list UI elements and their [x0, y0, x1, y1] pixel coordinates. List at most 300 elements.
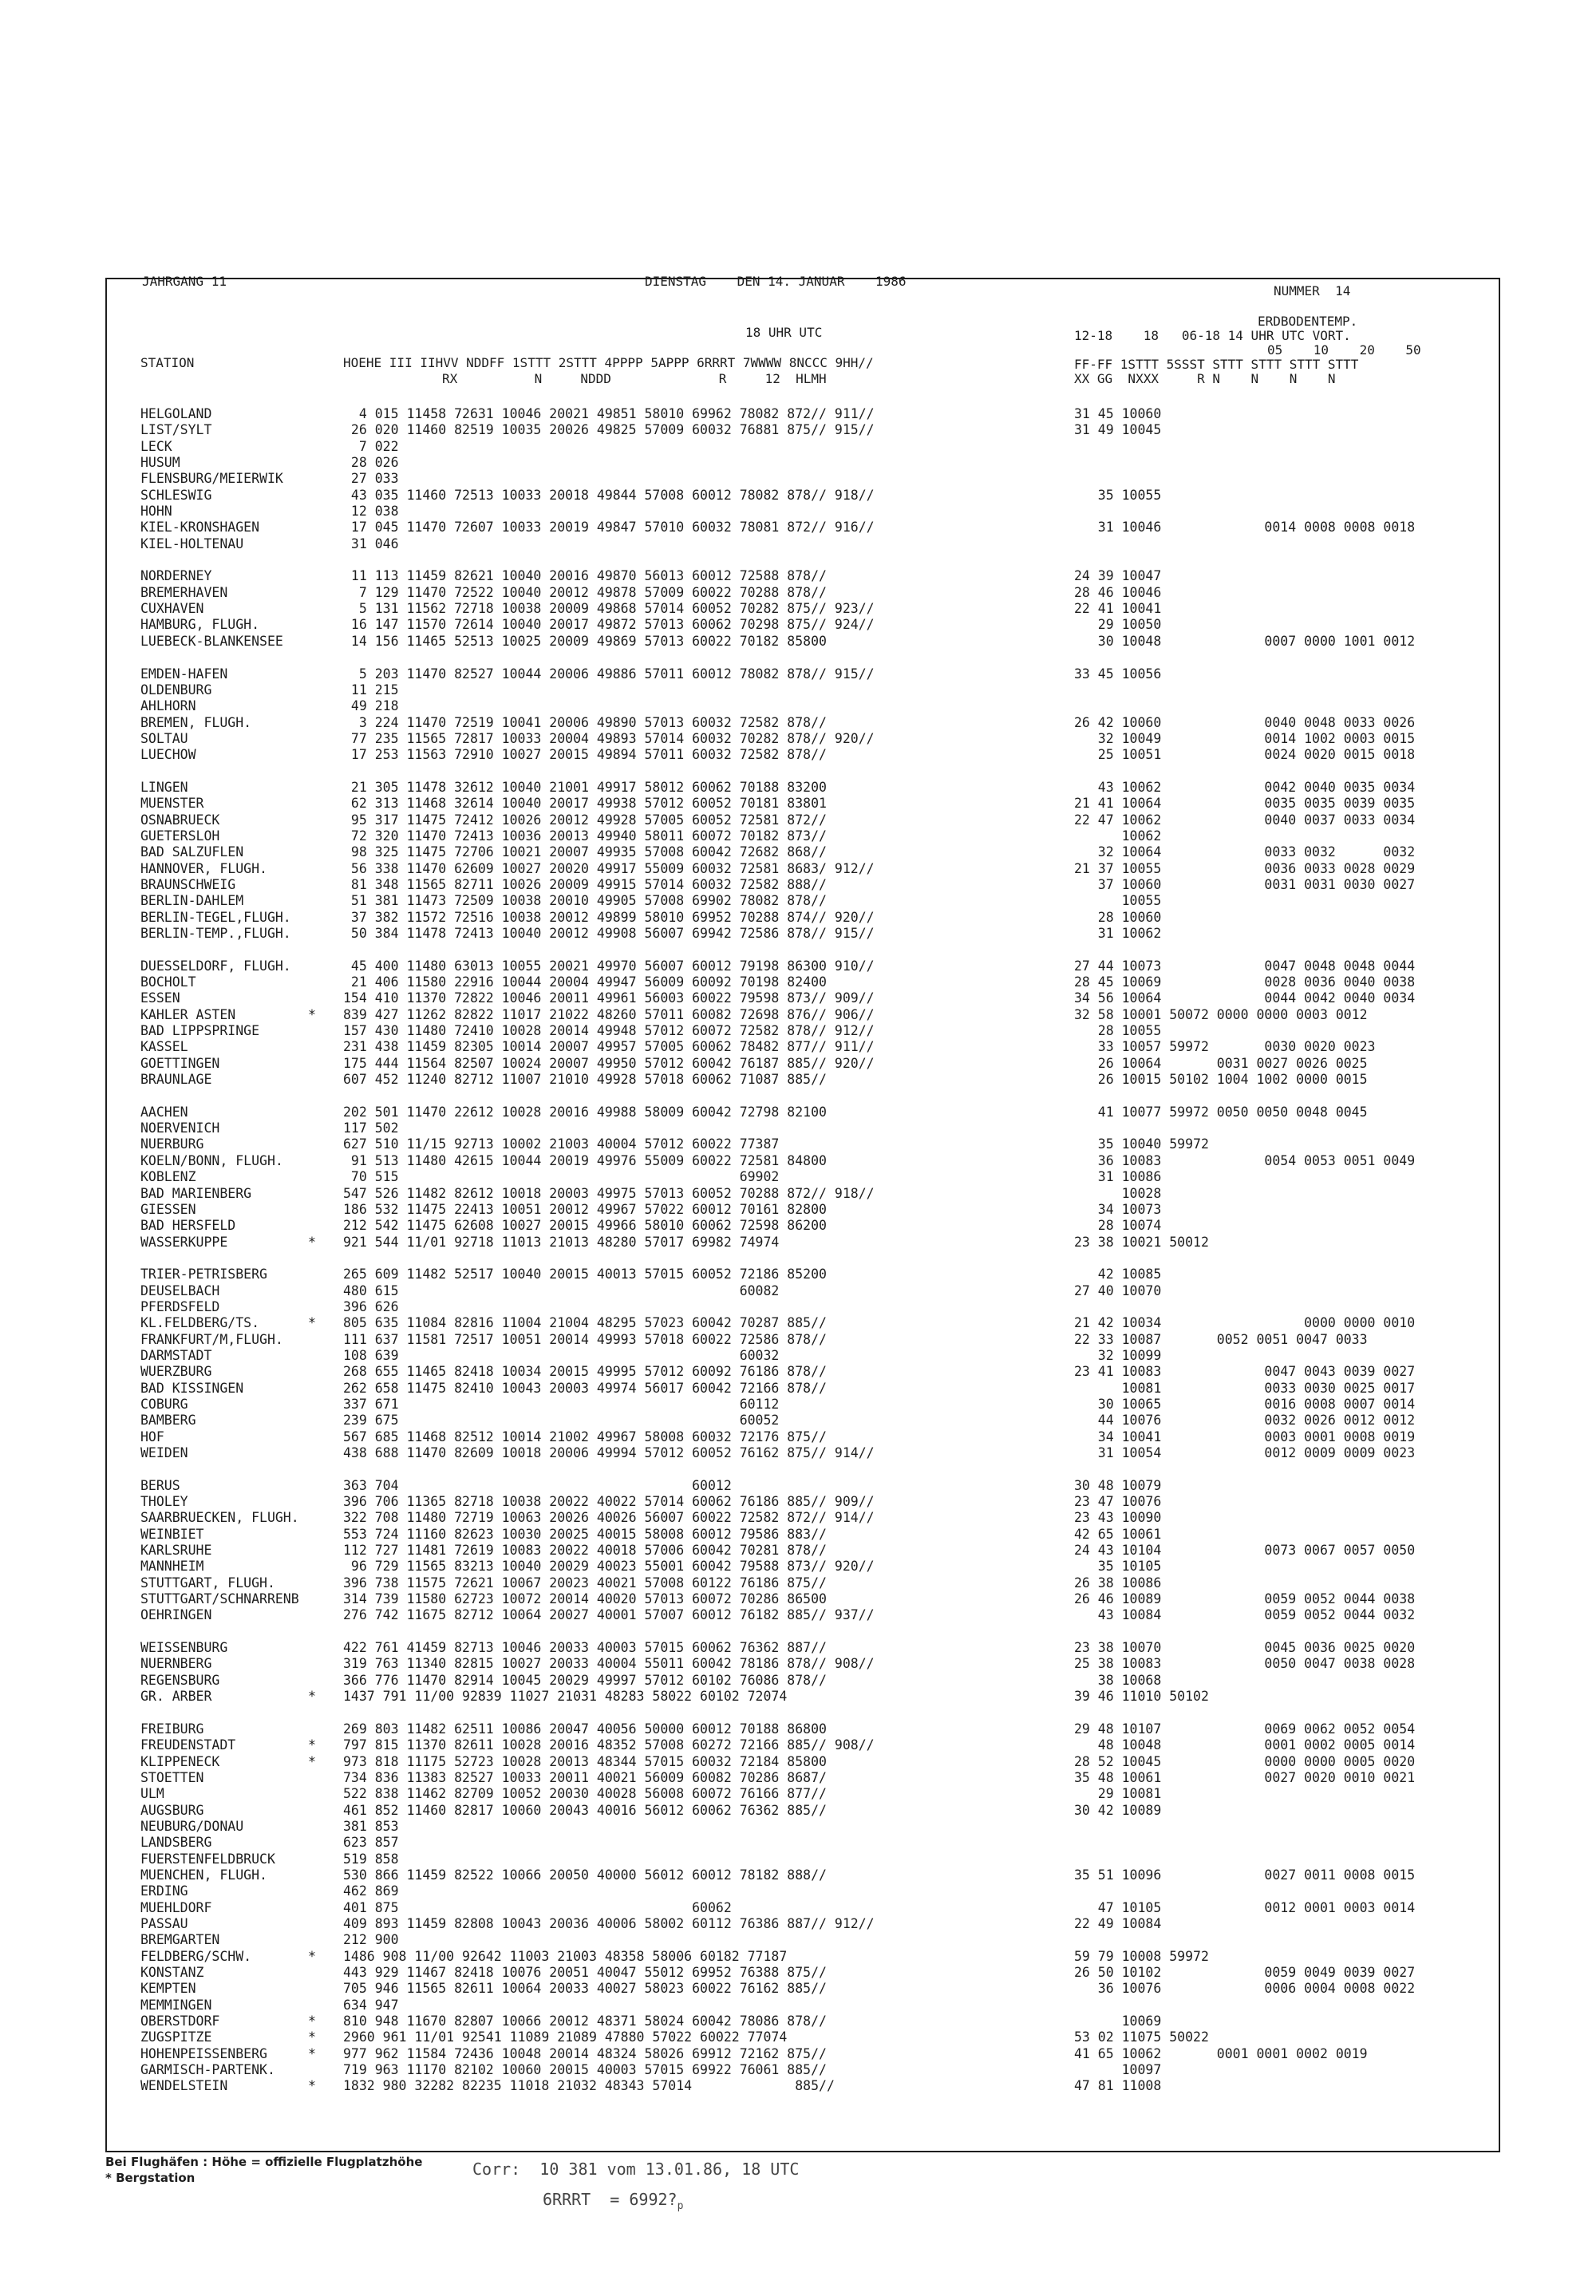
ext-column-header-1: FF-FF 1STTT 5SSST STTT STTT STTT STTT	[1074, 357, 1359, 372]
station-name: MANNHEIM	[140, 1559, 204, 1575]
station-extra-values: 31 45 10060	[1074, 406, 1162, 421]
station-row	[107, 1867, 1499, 1883]
station-values: 112 727 11481 72619 10083 20022 40018 57006 60042 70281 878//	[343, 1543, 827, 1559]
station-extra-values: 31 10062	[1074, 926, 1162, 941]
station-name: BAD SALZUFLEN	[140, 844, 244, 860]
mountain-marker: *	[308, 1689, 316, 1705]
station-extra-values: 10062	[1074, 828, 1162, 844]
station-row	[107, 1169, 1499, 1185]
station-row	[107, 1851, 1499, 1867]
station-row	[107, 1591, 1499, 1607]
station-row	[107, 1186, 1499, 1202]
station-row	[107, 715, 1499, 731]
station-name: BRAUNSCHWEIG	[140, 876, 236, 892]
station-extra-values: 28 10074	[1074, 1218, 1162, 1234]
station-extra-values: 27 44 10073 0047 0048 0048 0044	[1074, 958, 1416, 974]
period-header: 12-18 18 06-18 14 UHR UTC VORT.	[1074, 328, 1351, 343]
station-row	[107, 1039, 1499, 1055]
station-name: LINGEN	[140, 779, 188, 795]
depth-header: 05 10 20 50	[1267, 342, 1421, 358]
station-values: 175 444 11564 82507 10024 20007 49950 57012 60042 76187 885// 920//	[343, 1055, 875, 1071]
ext-column-header-2: XX GG NXXX R N N N N	[1074, 371, 1336, 386]
station-values: 547 526 11482 82612 10018 20003 49975 57013 60052 70288 872// 918//	[343, 1185, 875, 1201]
station-name: OSNABRUECK	[140, 812, 220, 828]
station-name: NOERVENICH	[140, 1120, 220, 1136]
station-row	[107, 1136, 1499, 1152]
station-row	[107, 974, 1499, 990]
station-row	[107, 471, 1499, 487]
station-values: 627 510 11/15 92713 10002 21003 40004 57012 60022 77387	[343, 1136, 780, 1152]
station-values: 231 438 11459 82305 10014 20007 49957 57005 60062 78482 877// 911//	[343, 1039, 875, 1055]
station-row	[107, 780, 1499, 796]
station-row	[107, 1607, 1499, 1623]
station-values: 17 253 11563 72910 10027 20015 49894 57011 60032 72582 878//	[343, 747, 827, 763]
station-extra-values: 28 52 10045 0000 0000 0005 0020	[1074, 1753, 1416, 1769]
mountain-marker: *	[308, 1948, 316, 1964]
station-extra-values: 21 37 10055 0036 0033 0028 0029	[1074, 860, 1416, 876]
station-values: 51 381 11473 72509 10038 20010 49905 57008 69902 78082 878//	[343, 893, 827, 909]
station-row	[107, 1283, 1499, 1299]
station-row	[107, 1235, 1499, 1251]
station-row	[107, 1072, 1499, 1088]
station-row	[107, 536, 1499, 552]
station-name: HAMBURG, FLUGH.	[140, 617, 260, 633]
station-row	[107, 1153, 1499, 1169]
station-row	[107, 1916, 1499, 1932]
station-row	[107, 844, 1499, 860]
station-row	[107, 1705, 1499, 1721]
station-row	[107, 439, 1499, 455]
station-values: 96 729 11565 83213 10040 20029 40023 55001 60042 79588 873// 920//	[343, 1559, 875, 1575]
station-name: ULM	[140, 1786, 164, 1802]
station-row	[107, 1348, 1499, 1364]
station-name: HOHN	[140, 504, 172, 520]
station-extra-values: 30 10048 0007 0000 1001 0012	[1074, 633, 1416, 649]
mountain-marker: *	[308, 1753, 316, 1769]
station-row	[107, 1900, 1499, 1916]
station-name: BERUS	[140, 1477, 180, 1493]
station-extra-values: 31 10086	[1074, 1169, 1162, 1185]
station-name: THOLEY	[140, 1494, 188, 1510]
station-values: 265 609 11482 52517 10040 20015 40013 57015 60052 72186 85200	[343, 1267, 827, 1282]
station-values: 1437 791 11/00 92839 11027 21031 48283 58022 60102 72074	[343, 1689, 788, 1705]
station-values: 72 320 11470 72413 10036 20013 49940 58011 60072 70182 873//	[343, 828, 827, 844]
station-values: 401 875 60062	[343, 1899, 732, 1915]
station-values: 973 818 11175 52723 10028 20013 48344 57015 60032 72184 85800	[343, 1753, 827, 1769]
station-extra-values: 10069	[1074, 2013, 1162, 2029]
station-values: 623 857	[343, 1835, 399, 1851]
mountain-note: * Bergstation	[105, 2171, 196, 2185]
station-extra-values: 26 10064 0031 0027 0026 0025	[1074, 1055, 1368, 1071]
station-row	[107, 764, 1499, 780]
station-values: 530 866 11459 82522 10066 20050 40000 56012 60012 78182 888//	[343, 1867, 827, 1883]
mountain-marker: *	[308, 1234, 316, 1250]
station-values: 45 400 11480 63013 10055 20021 49970 56007 60012 79198 86300 910//	[343, 958, 875, 974]
station-values: 396 706 11365 82718 10038 20022 40022 57014 60062 76186 885// 909//	[343, 1494, 875, 1510]
station-values: 314 739 11580 62723 10072 20014 40020 57013 60072 70286 86500	[343, 1591, 827, 1607]
station-values: 108 639 60032	[343, 1347, 780, 1363]
station-extra-values: 36 10076 0006 0004 0008 0022	[1074, 1981, 1416, 1997]
station-row	[107, 812, 1499, 828]
station-name: KONSTANZ	[140, 1965, 204, 1980]
station-extra-values: 30 48 10079	[1074, 1477, 1162, 1493]
station-row	[107, 1267, 1499, 1282]
station-extra-values: 41 10077 59972 0050 0050 0048 0045	[1074, 1104, 1368, 1120]
station-row	[107, 1056, 1499, 1072]
station-name: WEINBIET	[140, 1526, 204, 1542]
station-name: REGENSBURG	[140, 1672, 220, 1688]
station-extra-values: 23 43 10090	[1074, 1510, 1162, 1526]
station-name: BOCHOLT	[140, 974, 196, 990]
station-name: MUENSTER	[140, 796, 204, 812]
station-row	[107, 796, 1499, 812]
station-values: 462 869	[343, 1883, 399, 1899]
station-name: COBURG	[140, 1396, 188, 1412]
station-values: 363 704 60012	[343, 1477, 732, 1493]
station-name: MEMMINGEN	[140, 1997, 212, 2013]
station-values: 5 203 11470 82527 10044 20006 49886 57011 60012 78082 878// 915//	[343, 666, 875, 682]
station-name: GUETERSLOH	[140, 828, 220, 844]
station-extra-values: 22 33 10087 0052 0051 0047 0033	[1074, 1331, 1368, 1347]
station-values: 212 542 11475 62608 10027 20015 49966 58010 60062 72598 86200	[343, 1218, 827, 1234]
station-values: 117 502	[343, 1120, 399, 1136]
station-extra-values: 47 81 11008	[1074, 2078, 1162, 2094]
station-extra-values: 21 41 10064 0035 0035 0039 0035	[1074, 796, 1416, 812]
station-name: BAD KISSINGEN	[140, 1380, 244, 1396]
station-extra-values: 28 10060	[1074, 909, 1162, 925]
station-extra-values: 26 10015 50102 1004 1002 0000 0015	[1074, 1072, 1368, 1088]
station-row	[107, 1510, 1499, 1526]
station-row	[107, 2062, 1499, 2078]
station-extra-values: 26 38 10086	[1074, 1575, 1162, 1591]
station-extra-values: 39 46 11010 50102	[1074, 1689, 1209, 1705]
station-name: SAARBRUECKEN, FLUGH.	[140, 1510, 299, 1526]
station-extra-values: 42 10085	[1074, 1267, 1162, 1282]
station-values: 797 815 11370 82611 10028 20016 48352 57008 60272 72166 885// 908//	[343, 1737, 875, 1753]
station-name: KIEL-KRONSHAGEN	[140, 520, 260, 535]
station-values: 21 406 11580 22916 10044 20004 49947 56009 60092 70198 82400	[343, 974, 827, 990]
station-values: 461 852 11460 82817 10060 20043 40016 56012 60062 76362 885//	[343, 1802, 827, 1818]
station-name: EMDEN-HAFEN	[140, 666, 228, 682]
station-extra-values: 22 41 10041	[1074, 601, 1162, 617]
station-name: TRIER-PETRISBERG	[140, 1267, 267, 1282]
station-name: FRANKFURT/M,FLUGH.	[140, 1331, 283, 1347]
station-values: 16 147 11570 72614 10040 20017 49872 57013 60062 70298 875// 924//	[343, 617, 875, 633]
station-extra-values: 22 47 10062 0040 0037 0033 0034	[1074, 812, 1416, 828]
station-extra-values: 25 10051 0024 0020 0015 0018	[1074, 747, 1416, 763]
station-name: BERLIN-DAHLEM	[140, 893, 244, 909]
station-values: 43 035 11460 72513 10033 20018 49844 57008 60012 78082 878// 918//	[343, 487, 875, 503]
station-row	[107, 942, 1499, 958]
station-name: NUERNBERG	[140, 1656, 212, 1672]
station-row	[107, 520, 1499, 535]
station-row	[107, 1413, 1499, 1429]
station-extra-values: 29 10081	[1074, 1786, 1162, 1802]
station-name: NORDERNEY	[140, 568, 212, 584]
station-name: NEUBURG/DONAU	[140, 1818, 244, 1834]
station-values: 21 305 11478 32612 10040 21001 49917 58012 60062 70188 83200	[343, 779, 827, 795]
station-extra-values: 47 10105 0012 0001 0003 0014	[1074, 1899, 1416, 1915]
station-row	[107, 488, 1499, 504]
station-name: FLENSBURG/MEIERWIK	[140, 471, 283, 487]
station-extra-values: 24 39 10047	[1074, 568, 1162, 584]
station-row	[107, 1332, 1499, 1348]
station-row	[107, 1981, 1499, 1997]
station-row	[107, 2029, 1499, 2045]
station-name: GR. ARBER	[140, 1689, 212, 1705]
station-values: 14 156 11465 52513 10025 20009 49869 57013 60022 70182 85800	[343, 633, 827, 649]
station-row	[107, 1835, 1499, 1851]
station-values: 5 131 11562 72718 10038 20009 49868 57014 60052 70282 875// 923//	[343, 601, 875, 617]
station-name: ERDING	[140, 1883, 188, 1899]
station-extra-values: 35 10105	[1074, 1559, 1162, 1575]
station-name: BAD MARIENBERG	[140, 1185, 252, 1201]
station-values: 202 501 11470 22612 10028 20016 49988 58009 60042 72798 82100	[343, 1104, 827, 1120]
station-name: BERLIN-TEGEL,FLUGH.	[140, 909, 291, 925]
station-name: KASSEL	[140, 1039, 188, 1055]
station-values: 49 218	[343, 698, 399, 714]
column-header-1: HOEHE III IIHVV NDDFF 1STTT 2STTT 4PPPP 5APPP 6RRRT 7WWWW 8NCCC 9HH//	[343, 355, 874, 370]
station-extra-values: 27 40 10070	[1074, 1282, 1162, 1298]
station-extra-values: 35 10040 59972	[1074, 1136, 1209, 1152]
station-extra-values: 28 10055	[1074, 1023, 1162, 1039]
station-row	[107, 1673, 1499, 1689]
station-row	[107, 1299, 1499, 1315]
station-row	[107, 1120, 1499, 1136]
station-row	[107, 1315, 1499, 1331]
station-row	[107, 893, 1499, 909]
station-name: GOETTINGEN	[140, 1055, 220, 1071]
station-row	[107, 455, 1499, 471]
station-values: 27 033	[343, 471, 399, 487]
station-name: KOELN/BONN, FLUGH.	[140, 1152, 283, 1168]
station-values: 111 637 11581 72517 10051 20014 49993 57018 60022 72586 878//	[343, 1331, 827, 1347]
station-values: 366 776 11470 82914 10045 20029 49997 57012 60102 76086 878//	[343, 1672, 827, 1688]
station-name: LUEBECK-BLANKENSEE	[140, 633, 283, 649]
mountain-marker: *	[308, 1315, 316, 1331]
station-values: 422 761 41459 82713 10046 20033 40003 57015 60062 76362 887//	[343, 1640, 827, 1656]
station-values: 50 384 11478 72413 10040 20012 49908 56007 69942 72586 878// 915//	[343, 926, 875, 941]
station-name: BRAUNLAGE	[140, 1072, 212, 1088]
station-row	[107, 698, 1499, 714]
station-extra-values: 32 10049 0014 1002 0003 0015	[1074, 730, 1416, 746]
station-row	[107, 666, 1499, 682]
station-row	[107, 504, 1499, 520]
station-extra-values: 34 10041 0003 0001 0008 0019	[1074, 1429, 1416, 1444]
station-name: BREMERHAVEN	[140, 584, 228, 600]
station-extra-values: 32 10064 0033 0032 0032	[1074, 844, 1416, 860]
station-values: 921 544 11/01 92718 11013 21013 48280 57017 69982 74974	[343, 1234, 780, 1250]
station-values: 719 963 11170 82102 10060 20015 40003 57015 69922 76061 885//	[343, 2062, 827, 2078]
station-name: HUSUM	[140, 455, 180, 471]
station-extra-values: 53 02 11075 50022	[1074, 2029, 1209, 2045]
station-extra-values: 32 58 10001 50072 0000 0000 0003 0012	[1074, 1006, 1368, 1022]
station-values: 810 948 11670 82807 10066 20012 48371 58024 60042 78086 878//	[343, 2013, 827, 2029]
station-row	[107, 1461, 1499, 1477]
station-name: OLDENBURG	[140, 682, 212, 697]
station-name: KARLSRUHE	[140, 1543, 212, 1559]
station-values: 7 129 11470 72522 10040 20012 49878 57009 60022 70288 878//	[343, 584, 827, 600]
station-values: 409 893 11459 82808 10043 20036 40006 58002 60112 76386 887// 912//	[343, 1915, 875, 1931]
station-name: GIESSEN	[140, 1201, 196, 1217]
station-name: LUECHOW	[140, 747, 196, 763]
station-row	[107, 1770, 1499, 1786]
station-name: AHLHORN	[140, 698, 196, 714]
station-extra-values: 30 42 10089	[1074, 1802, 1162, 1818]
station-values: 262 658 11475 82410 10043 20003 49974 56017 60042 72166 878//	[343, 1380, 827, 1396]
station-extra-values: 10028	[1074, 1185, 1162, 1201]
correction-text: 6RRRT = 6992?	[543, 2190, 678, 2209]
station-extra-values: 33 10057 59972 0030 0020 0023	[1074, 1039, 1376, 1055]
station-values: 553 724 11160 82623 10030 20025 40015 58008 60012 79586 883//	[343, 1526, 827, 1542]
station-values: 381 853	[343, 1818, 399, 1834]
airport-note: Bei Flughäfen : Höhe = offizielle Flugplatzhöhe	[105, 2155, 423, 2169]
station-extra-values: 23 41 10083 0047 0043 0039 0027	[1074, 1364, 1416, 1380]
station-values: 1486 908 11/00 92642 11003 21003 48358 58006 60182 77187	[343, 1948, 788, 1964]
station-values: 607 452 11240 82712 11007 21010 49928 57018 60062 71087 885//	[343, 1072, 827, 1088]
station-values: 77 235 11565 72817 10033 20004 49893 57014 60032 70282 878// 920//	[343, 730, 875, 746]
station-row	[107, 1737, 1499, 1753]
station-values: 157 430 11480 72410 10028 20014 49948 57012 60072 72582 878// 912//	[343, 1023, 875, 1039]
station-name: AUGSBURG	[140, 1802, 204, 1818]
station-row	[107, 1218, 1499, 1234]
station-values: 12 038	[343, 504, 399, 520]
station-values: 396 738 11575 72621 10067 20023 40021 57008 60122 76186 875//	[343, 1575, 827, 1591]
station-row	[107, 1364, 1499, 1380]
station-extra-values: 26 46 10089 0059 0052 0044 0038	[1074, 1591, 1416, 1607]
station-values: 154 410 11370 72822 10046 20011 49961 56003 60022 79598 873// 909//	[343, 990, 875, 1006]
station-name: HELGOLAND	[140, 406, 212, 421]
station-name: WEISSENBURG	[140, 1640, 228, 1656]
station-extra-values: 33 45 10056	[1074, 666, 1162, 682]
station-extra-values: 23 38 10070 0045 0036 0025 0020	[1074, 1640, 1416, 1656]
station-extra-values: 35 48 10061 0027 0020 0010 0021	[1074, 1769, 1416, 1785]
correction-subscript: p	[677, 2200, 684, 2212]
station-row	[107, 1007, 1499, 1023]
station-row	[107, 650, 1499, 666]
station-row	[107, 1640, 1499, 1656]
station-row	[107, 1689, 1499, 1705]
station-values: 81 348 11565 82711 10026 20009 49915 57014 60032 72582 888//	[343, 876, 827, 892]
correction-line-2	[543, 2190, 683, 2212]
station-extra-values: 59 79 10008 59972	[1074, 1948, 1209, 1964]
mountain-marker: *	[308, 2045, 316, 2061]
station-values: 805 635 11084 82816 11004 21004 48295 57023 60042 70287 885//	[343, 1315, 827, 1331]
station-name: STUTTGART/SCHNARRENB	[140, 1591, 299, 1607]
station-values: 62 313 11468 32614 10040 20017 49938 57012 60052 70181 83801	[343, 796, 827, 812]
column-header-2: RX N NDDD R 12 HLMH	[442, 371, 827, 386]
station-row	[107, 601, 1499, 617]
station-name: HOHENPEISSENBERG	[140, 2045, 267, 2061]
mountain-marker: *	[308, 2029, 316, 2045]
station-name: KOBLENZ	[140, 1169, 196, 1185]
station-name: ESSEN	[140, 990, 180, 1006]
time-label: 18 UHR UTC	[745, 325, 823, 340]
station-extra-values: 29 10050	[1074, 617, 1162, 633]
station-name: GARMISCH-PARTENK.	[140, 2062, 275, 2078]
station-values: 522 838 11462 82709 10052 20030 40028 56008 60072 76166 877//	[343, 1786, 827, 1802]
station-row	[107, 1251, 1499, 1267]
station-values: 95 317 11475 72412 10026 20012 49928 57005 60052 72581 872//	[343, 812, 827, 828]
station-extra-values: 10097	[1074, 2062, 1162, 2078]
station-name: KLIPPENECK	[140, 1753, 220, 1769]
station-name: BERLIN-TEMP.,FLUGH.	[140, 926, 291, 941]
station-values: 480 615 60082	[343, 1282, 780, 1298]
station-row	[107, 1932, 1499, 1948]
station-name: BAD LIPPSPRINGE	[140, 1023, 260, 1039]
station-row	[107, 1445, 1499, 1461]
station-name: FELDBERG/SCHW.	[140, 1948, 252, 1964]
station-values: 98 325 11475 72706 10021 20007 49935 57008 60042 72682 868//	[343, 844, 827, 860]
station-row	[107, 731, 1499, 747]
station-name: STOETTEN	[140, 1769, 204, 1785]
station-name: CUXHAVEN	[140, 601, 204, 617]
station-table	[107, 406, 1499, 2095]
station-header: STATION	[140, 355, 195, 370]
station-name: HOF	[140, 1429, 164, 1444]
station-row	[107, 1381, 1499, 1397]
station-name: HANNOVER, FLUGH.	[140, 860, 267, 876]
station-values: 4 015 11458 72631 10046 20021 49851 58010 69962 78082 872// 911//	[343, 406, 875, 421]
station-name: BREMEN, FLUGH.	[140, 714, 252, 730]
station-values: 91 513 11480 42615 10044 20019 49976 55009 60022 72581 84800	[343, 1152, 827, 1168]
station-values: 37 382 11572 72516 10038 20012 49899 58010 69952 70288 874// 920//	[343, 909, 875, 925]
station-values: 26 020 11460 82519 10035 20026 49825 57009 60032 76881 875// 915//	[343, 422, 875, 438]
station-values: 705 946 11565 82611 10064 20033 40027 58023 60022 76162 885//	[343, 1981, 827, 1997]
station-name: WASSERKUPPE	[140, 1234, 228, 1250]
station-name: PASSAU	[140, 1915, 188, 1931]
station-values: 239 675 60052	[343, 1413, 780, 1429]
station-values: 839 427 11262 82822 11017 21022 48260 57011 60082 72698 876// 906//	[343, 1006, 875, 1022]
station-extra-values: 25 38 10083 0050 0047 0038 0028	[1074, 1656, 1416, 1672]
station-row	[107, 1624, 1499, 1640]
station-values: 977 962 11584 72436 10048 20014 48324 58026 69912 72162 875//	[343, 2045, 827, 2061]
station-extra-values: 21 42 10034 0000 0000 0010	[1074, 1315, 1416, 1331]
station-name: OEHRINGEN	[140, 1607, 212, 1623]
station-values: 438 688 11470 82609 10018 20006 49994 57012 60052 76162 875// 914//	[343, 1445, 875, 1460]
station-extra-values: 10081 0033 0030 0025 0017	[1074, 1380, 1416, 1396]
station-values: 11 215	[343, 682, 399, 697]
station-values: 519 858	[343, 1851, 399, 1867]
station-values: 269 803 11482 62511 10086 20047 40056 50000 60012 70188 86800	[343, 1721, 827, 1737]
station-values: 567 685 11468 82512 10014 21002 49967 58008 60032 72176 875//	[343, 1429, 827, 1444]
station-extra-values: 32 10099	[1074, 1347, 1162, 1363]
station-name: FREUDENSTADT	[140, 1737, 236, 1753]
station-extra-values: 35 51 10096 0027 0011 0008 0015	[1074, 1867, 1416, 1883]
station-row	[107, 568, 1499, 584]
correction-line-1: Corr: 10 381 vom 13.01.86, 18 UTC	[472, 2160, 800, 2179]
station-extra-values: 24 43 10104 0073 0067 0057 0050	[1074, 1543, 1416, 1559]
station-extra-values: 43 10062 0042 0040 0035 0034	[1074, 779, 1416, 795]
station-row	[107, 2078, 1499, 2094]
station-row	[107, 1883, 1499, 1899]
station-row	[107, 1429, 1499, 1445]
station-extra-values: 36 10083 0054 0053 0051 0049	[1074, 1152, 1416, 1168]
mountain-marker: *	[308, 1737, 316, 1753]
station-extra-values: 26 50 10102 0059 0049 0039 0027	[1074, 1965, 1416, 1980]
station-extra-values: 28 46 10046	[1074, 584, 1162, 600]
station-values: 17 045 11470 72607 10033 20019 49847 57010 60032 78081 872// 916//	[343, 520, 875, 535]
station-row	[107, 1965, 1499, 1981]
station-row	[107, 585, 1499, 601]
station-name: SOLTAU	[140, 730, 188, 746]
station-name: BREMGARTEN	[140, 1932, 220, 1948]
station-name: LECK	[140, 438, 172, 454]
station-extra-values: 29 48 10107 0069 0062 0052 0054	[1074, 1721, 1416, 1737]
station-extra-values: 31 10054 0012 0009 0009 0023	[1074, 1445, 1416, 1460]
nummer-label: NUMMER 14	[1274, 283, 1351, 298]
station-values: 56 338 11470 62609 10027 20020 49917 55009 60032 72581 8683/ 912//	[343, 860, 875, 876]
